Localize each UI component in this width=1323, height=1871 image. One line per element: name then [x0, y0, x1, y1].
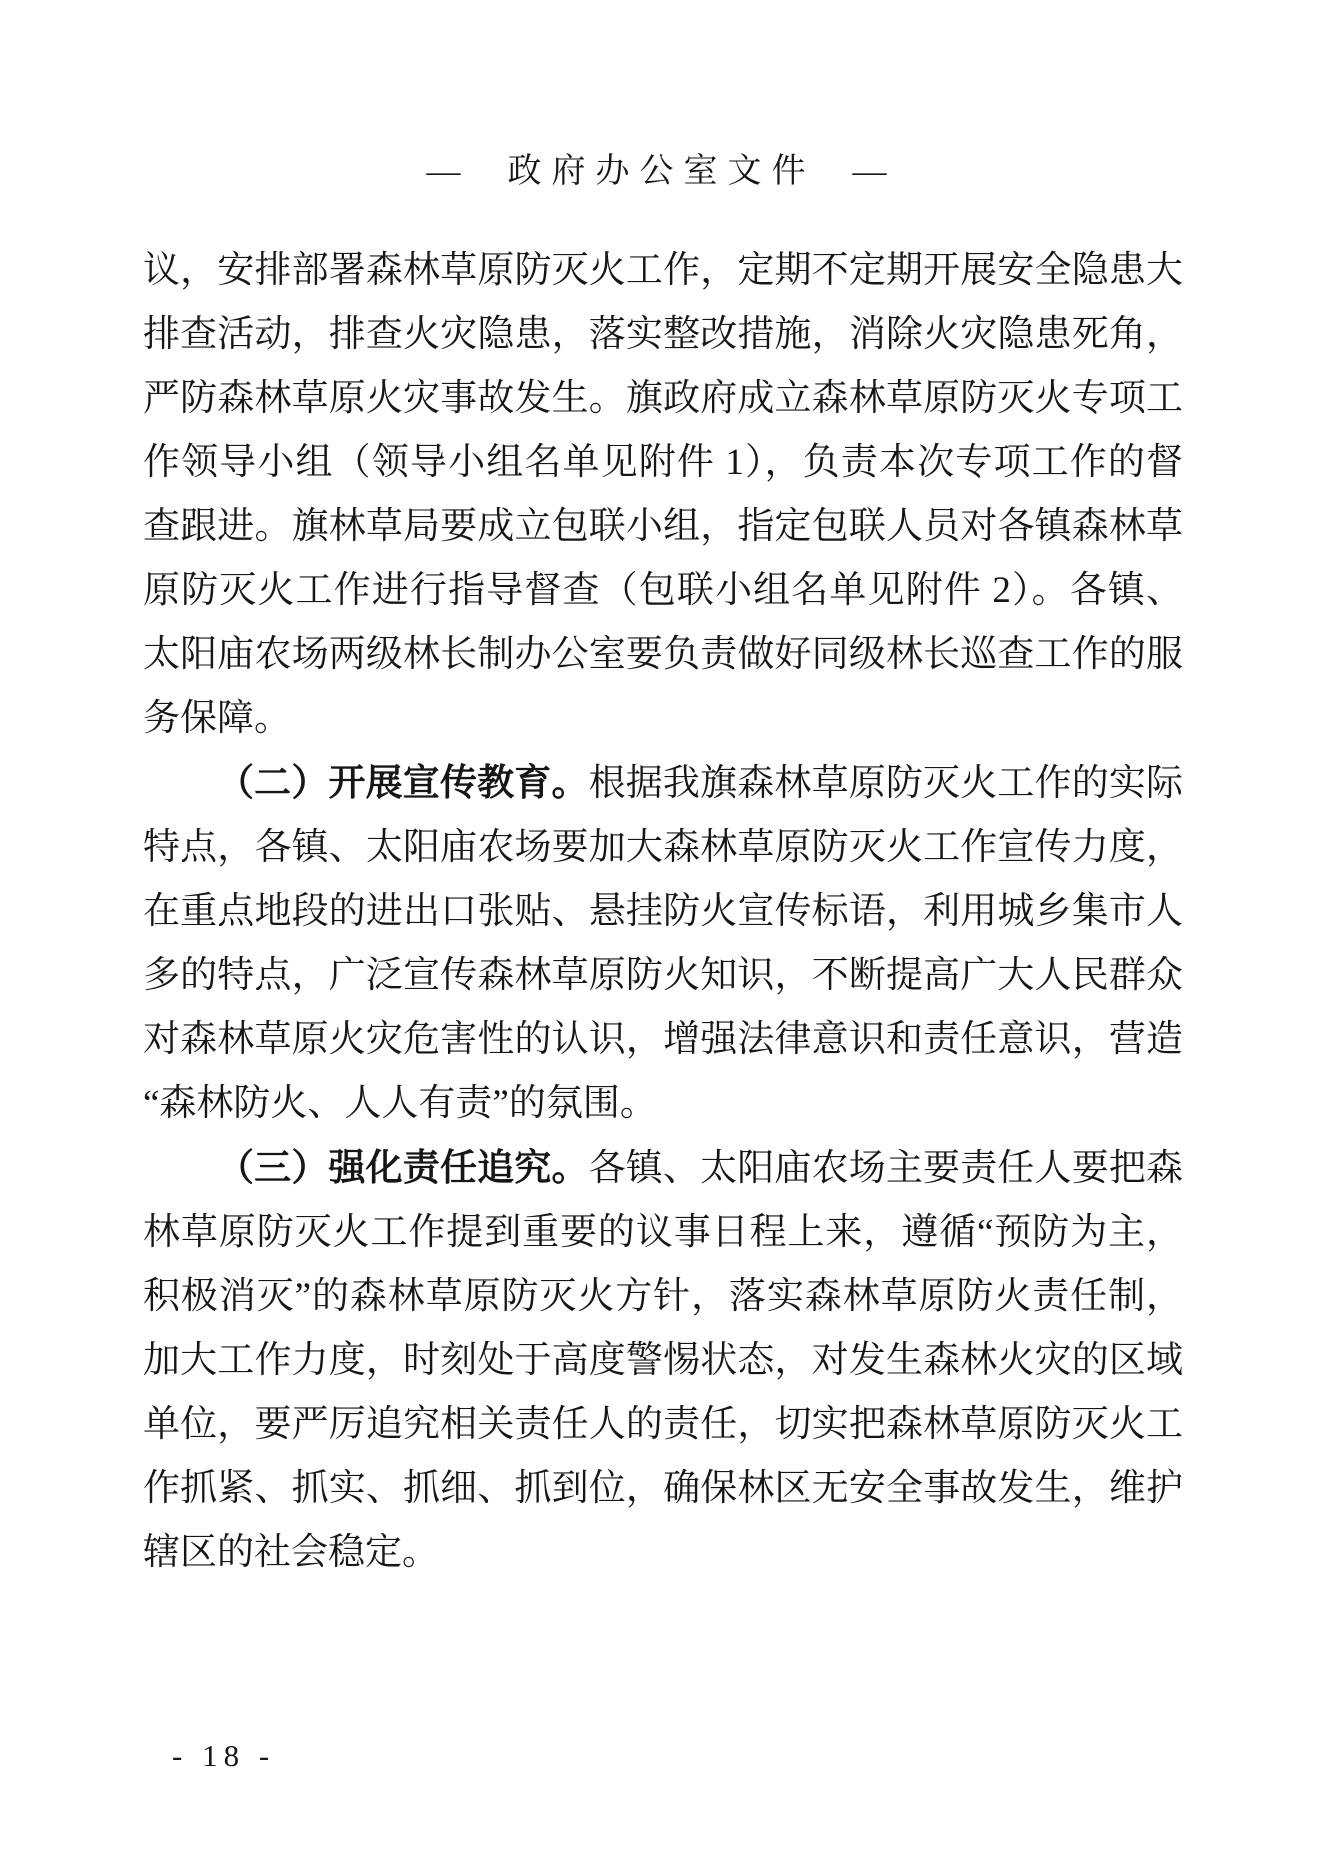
paragraph-text: 议，安排部署森林草原防灭火工作，定期不定期开展安全隐患大排查活动，排查火灾隐患，落实整改措施，消除火灾隐患死角，严防森林草原火灾事故发生。旗政府成立森林草原防灭火专项工作领导小组（领导小组名单见附件 1），负责本次专项工作的督查跟进。旗林草局要成立包联小组，指定包联人员对各镇森林草原防灭火工作进行指导督查（包联小组名单见附件 2）。各镇、太阳庙农场两级林长制办公室要负责做好同级林长巡查工作的服务保障。 — [143, 250, 1183, 739]
paragraph-text: 各镇、太阳庙农场主要责任人要把森林草原防灭火工作提到重要的议事日程上来，遵循“预防为主，积极消灭”的森林草原防灭火方针，落实森林草原防火责任制，加大工作力度，时刻处于高度警惕状态，对发生森林火灾的区域单位，要严厉追究相关责任人的责任，切实把森林草原防灭火工作抓紧、抓实、抓细、抓到位，确保林区无安全事故发生，维护辖区的社会稳定。 — [143, 1148, 1184, 1573]
body-paragraph — [143, 239, 1183, 751]
document-header: — 政府办公室文件 — — [426, 153, 897, 190]
paragraph-heading: （三）强化责任追究。 — [217, 1147, 589, 1188]
paragraph-heading: （二）开展宣传教育。 — [217, 762, 589, 803]
page-number: - 18 - — [172, 1738, 276, 1773]
body-paragraph — [143, 1136, 1183, 1585]
body-paragraph — [143, 751, 1183, 1136]
document-body — [143, 239, 1183, 1585]
paragraph-text: 根据我旗森林草原防灭火工作的实际特点，各镇、太阳庙农场要加大森林草原防灭火工作宣传力度，在重点地段的进出口张贴、悬挂防火宣传标语，利用城乡集市人多的特点，广泛宣传森林草原防火知识，不断提高广大人民群众对森林草原火灾危害性的认识，增强法律意识和责任意识，营造“森林防火、人人有责”的氛围。 — [143, 763, 1184, 1124]
